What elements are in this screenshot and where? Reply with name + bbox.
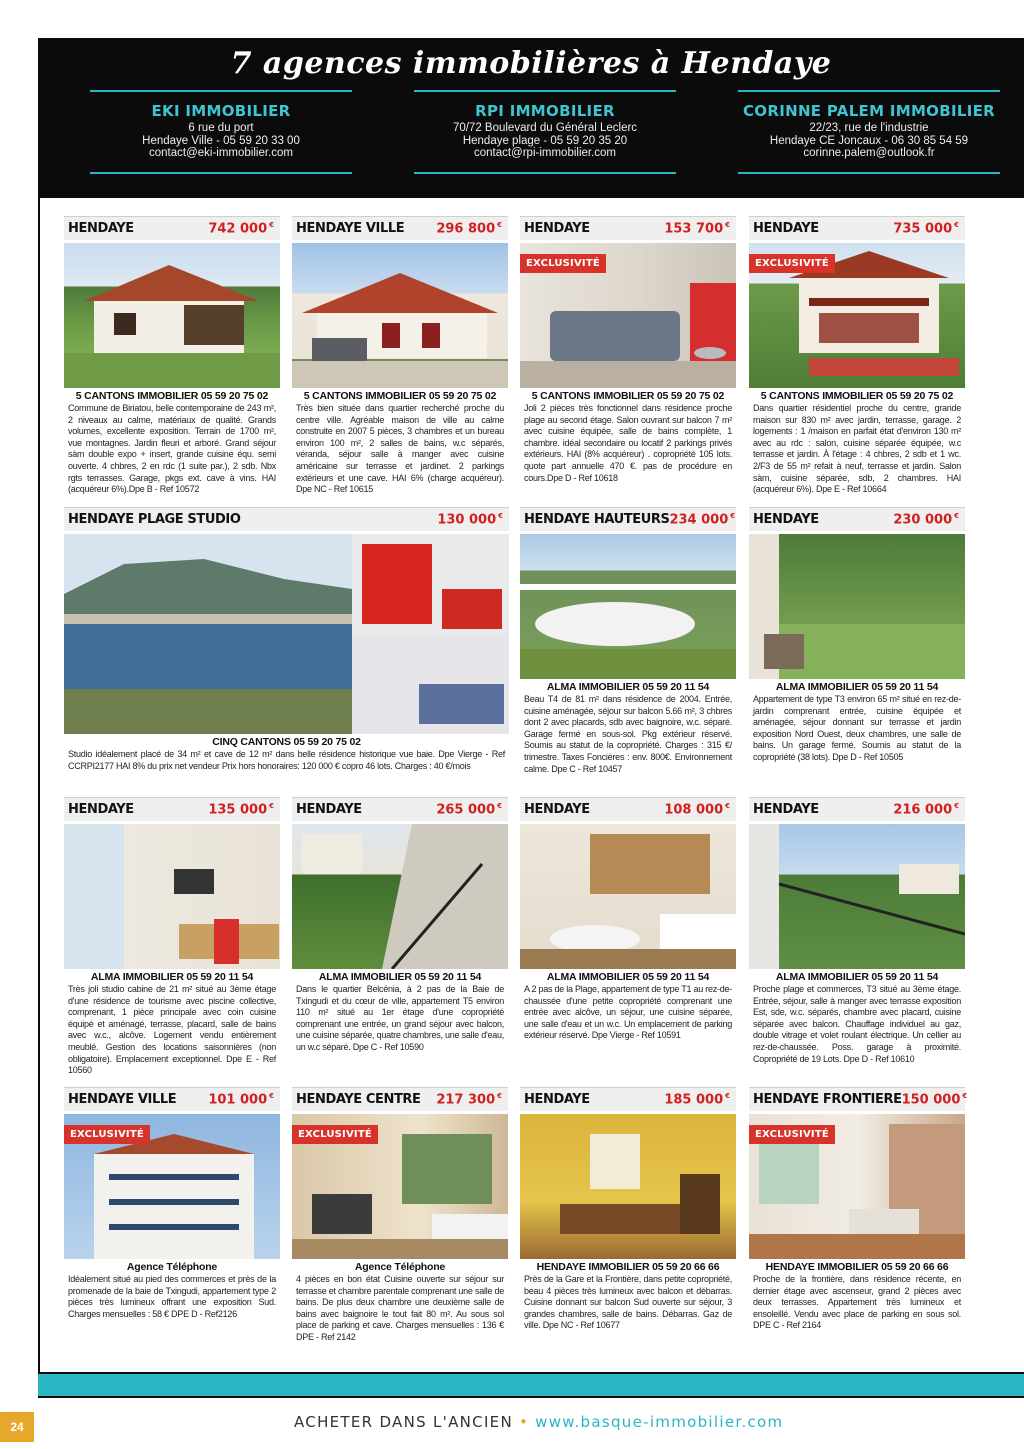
banner-title: 7 agences immobilières à Hendaye xyxy=(230,46,832,81)
listing-card[interactable] xyxy=(292,216,508,496)
listing-title: HENDAYE xyxy=(524,802,590,817)
exclusivity-badge: EXCLUSIVITÉ xyxy=(64,1125,150,1144)
listing-agency: 5 CANTONS IMMOBILIER 05 59 20 75 02 xyxy=(531,390,725,402)
listing-description: Très bien située dans quartier recherché proche du centre ville. Agréable maison de ville au calme construite en 2007 5 pièces, 3 chambres et un bureau environ 100 m², 2 salles de bains, w.c séparés, véranda, séjour salle à manger avec cuisine américaine sur terrasse et jardinet. 2 parkings extérieurs et une cave. HAI 6% (charge acquéreur). Dpe NC - Ref 10615 xyxy=(296,403,504,495)
listing-title: HENDAYE PLAGE STUDIO xyxy=(68,512,241,527)
divider xyxy=(90,90,352,92)
listing-header xyxy=(64,507,509,531)
listing-photo[interactable] xyxy=(292,243,508,388)
listing-price: 150 000 € xyxy=(901,1091,968,1108)
listing-agency: ALMA IMMOBILIER 05 59 20 11 54 xyxy=(318,971,482,983)
listing-card[interactable] xyxy=(64,797,280,1077)
listing-description: Dans quartier résidentiel proche du centre, grande maison sur 830 m² avec jardin, terrasse, garage. 2 logements : 1 /maison en parfait état d'environ 130 m² avec au rdc : salon, cuisine séparée équipée, w.c terrasse et jardin. À l'étage : 4 chbres, 2 sdb et 1 wc. 2/F3 de 55 m² refait à neuf, terrasse et jardin. Salon sàm, cuisine séparée, sdb, 2 chambres. HAI (acquéreur 6%). Dpe E - Ref 10664 xyxy=(753,403,961,495)
listing-photo[interactable] xyxy=(749,824,965,969)
page-number: 24 xyxy=(0,1412,34,1442)
listing-photo[interactable] xyxy=(520,824,736,969)
listing-card[interactable] xyxy=(292,1087,508,1344)
listing-agency: HENDAYE IMMOBILIER 05 59 20 66 66 xyxy=(765,1261,949,1273)
divider xyxy=(90,172,352,174)
listing-agency: 5 CANTONS IMMOBILIER 05 59 20 75 02 xyxy=(760,390,954,402)
listing-header xyxy=(64,216,280,240)
listing-photo[interactable] xyxy=(64,824,280,969)
listing-description: Idéalement situé au pied des commerces et près de la promenade de la baie de Txingudi, appartement type 2 pièces très lumineux offrant une exposition Sud. Charges mensuelles : 58 € DPE D - Ref2126 xyxy=(68,1274,276,1319)
footer-tagline xyxy=(294,1413,783,1431)
divider xyxy=(414,90,676,92)
listing-description: Près de la Gare et la Frontière, dans petite copropriété, beau 4 pièces très lumineux avec balcon et débarras. Cuisine donnant sur balcon Sud ouverte sur séjour, 3 grandes chambres, salle de bains. Débarras. Gaz de ville. Dpe NC - Ref 10677 xyxy=(524,1274,732,1331)
listing-photo[interactable] xyxy=(520,1114,736,1259)
agency-address: 70/72 Boulevard du Général Leclerc xyxy=(452,122,638,134)
listing-description: A 2 pas de la Plage, appartement de type T1 au rez-de-chaussée d'une petite copropriété comprenant une entrée avec alcôve, un séjour, une cuisine séparée, une salle d'eau et un w.c. Un emplacement de parking extérieur réservé. Dpe Vierge - Ref 10591 xyxy=(524,984,732,1041)
listing-header xyxy=(749,1087,968,1111)
listing-description: Dans le quartier Belcénia, à 2 pas de la Baie de Txingudi et du cœur de ville, appartement T5 environ 110 m² situé au 1er étage d'une copropriété comprenant une entrée, un grand séjour avec balcon, une cuisine séparée, quatre chambres, une salle d'eau, un w.c séparé. Dpe C - Ref 10590 xyxy=(296,984,504,1052)
bay-view-photo-icon xyxy=(64,534,509,734)
listing-card-wide[interactable] xyxy=(64,507,509,772)
listing-agency: HENDAYE IMMOBILIER 05 59 20 66 66 xyxy=(536,1261,720,1273)
listing-description: Joli 2 pièces très fonctionnel dans résidence proche plage au second étage. Salon ouvrant sur balcon 7 m² avec cuisine équipée, salle de bains complète, 1 chambre. idéal secondaire ou locatif 2 parkings privés extérieurs. HAI (8% acquéreur) . copropriété 105 lots. quote part annuelle 470 €. pas de procédure en cours.Dpe D - Ref 10618 xyxy=(524,403,732,483)
listing-header xyxy=(292,1087,508,1111)
listing-card[interactable] xyxy=(520,216,736,484)
listing-title: HENDAYE HAUTEURS xyxy=(524,512,670,527)
listing-description: Proche de la frontière, dans résidence récente, en dernier étage avec ascenseur, grand 2 pièces avec deux terrasses. Appartement très lumineux et ensoleillé. Vendu avec place de parking en sous sol. DPE C - Ref 2164 xyxy=(753,1274,961,1331)
listing-title: HENDAYE xyxy=(753,512,819,527)
agency-eki xyxy=(90,90,352,174)
listing-description: 4 pièces en bon état Cuisine ouverte sur séjour sur terrasse et chambre parentale comprenant une salle de bains. De plus deux chambre une deuxième salle de bains avec baignoire le tout fait 80 m². Au sous sol place de parking et cave. Charges mensuelles : 136 € DPE - Ref 2142 xyxy=(296,1274,504,1342)
listing-price: 735 000 € xyxy=(893,220,959,237)
listing-price: 153 700 € xyxy=(664,220,730,237)
listing-price: 265 000 € xyxy=(436,801,502,818)
listing-price: 130 000 € xyxy=(437,511,503,528)
listing-header xyxy=(520,797,736,821)
terrace-photo-icon xyxy=(520,534,736,679)
footer-section: ACHETER DANS L'ANCIEN xyxy=(294,1413,513,1431)
listing-price: 234 000 € xyxy=(669,511,736,528)
listing-description: Très joli studio cabine de 21 m² situé au 3ème étage d'une résidence de tourisme avec piscine collective, comprenant, 1 pièce principale avec coin cuisine équipé et aménagé, terrasse, placard, salle de bains avec w.c., alcôve. Logement vendu entièrement meublé. Gestion des locations saisonnières (non obligatoire). Emplacement exceptionnel. Dpe E - Ref 10560 xyxy=(68,984,276,1076)
listing-title: HENDAYE xyxy=(524,221,590,236)
listing-title: HENDAYE FRONTIERE xyxy=(753,1092,902,1107)
listing-header xyxy=(292,216,508,240)
agency-address: 22/23, rue de l'industrie xyxy=(809,122,929,134)
listing-price: 185 000 € xyxy=(664,1091,730,1108)
listing-header xyxy=(749,797,965,821)
balcony-photo-icon xyxy=(292,824,508,969)
listing-card[interactable] xyxy=(749,507,965,764)
listing-header xyxy=(520,507,736,531)
house-photo-icon xyxy=(64,243,280,388)
listing-card[interactable] xyxy=(64,216,280,496)
exclusivity-badge: EXCLUSIVITÉ xyxy=(749,254,835,273)
agency-name: CORINNE PALEM IMMOBILIER xyxy=(743,102,995,120)
listing-price: 742 000 € xyxy=(208,220,274,237)
listing-photo[interactable] xyxy=(292,824,508,969)
listing-header xyxy=(292,797,508,821)
listing-photo[interactable] xyxy=(520,534,736,679)
listing-title: HENDAYE VILLE xyxy=(296,221,405,236)
listing-price: 230 000 € xyxy=(893,511,959,528)
listing-price: 216 000 € xyxy=(893,801,959,818)
listing-card[interactable] xyxy=(749,216,965,496)
agency-rpi xyxy=(414,90,676,174)
page-border xyxy=(38,198,40,1396)
exclusivity-badge: EXCLUSIVITÉ xyxy=(520,254,606,273)
listing-photo[interactable] xyxy=(292,1114,508,1259)
listing-agency: Agence Téléphone xyxy=(126,1261,218,1273)
listing-card[interactable] xyxy=(520,507,736,775)
listing-title: HENDAYE xyxy=(68,802,134,817)
agency-phone: Hendaye CE Joncaux - 06 30 85 54 59 xyxy=(769,134,969,147)
listing-photo[interactable] xyxy=(64,534,509,734)
listing-photo[interactable] xyxy=(749,534,965,679)
listing-photo[interactable] xyxy=(749,1114,965,1259)
listing-title: HENDAYE xyxy=(753,221,819,236)
listing-price: 108 000 € xyxy=(664,801,730,818)
studio-photo-icon xyxy=(64,824,280,969)
listing-title: HENDAYE VILLE xyxy=(68,1092,177,1107)
listing-agency: ALMA IMMOBILIER 05 59 20 11 54 xyxy=(775,971,939,983)
agency-phone: Hendaye Ville - 05 59 20 33 00 xyxy=(142,134,300,147)
listing-title: HENDAYE xyxy=(753,802,819,817)
listing-agency: ALMA IMMOBILIER 05 59 20 11 54 xyxy=(546,971,710,983)
listing-title: HENDAYE xyxy=(524,1092,590,1107)
listing-agency: Agence Téléphone xyxy=(354,1261,446,1273)
listing-card[interactable] xyxy=(292,797,508,1054)
divider xyxy=(414,172,676,174)
listing-description: Beau T4 de 81 m² dans résidence de 2004. Entrée, cuisine aménagée, séjour sur balcon 5.66 m², 3 chbres dont 2 avec placards, sdb avec baignoire, w.c. séparé. Garage fermé en sous-sol. Pkg extérieur réservé. Soumis au statut de la copropriété. Charges : 315 €/ trimestre. Taxes Foncières : env. 800€. Environnement calme. Dpe C - Ref 10457 xyxy=(524,694,732,774)
divider xyxy=(738,90,1000,92)
agency-email: contact@rpi-immobilier.com xyxy=(473,147,617,159)
listing-description: Studio idéalement placé de 34 m² et cave de 12 m² dans belle résidence historique vue baie. Dpe Vierge - Ref CCRPI2177 HAI 8% du prix net vendeur Prix hors honoraires: 120 000 € copro 46 lots. Charges : 40 €/mois xyxy=(68,749,505,771)
listing-header xyxy=(64,1087,280,1111)
listing-title: HENDAYE xyxy=(68,221,134,236)
listing-card[interactable] xyxy=(64,1087,280,1320)
listing-card[interactable] xyxy=(520,797,736,1042)
listing-agency: 5 CANTONS IMMOBILIER 05 59 20 75 02 xyxy=(303,390,497,402)
agency-email: corinne.palem@outlook.fr xyxy=(803,147,935,159)
listing-title: HENDAYE xyxy=(296,802,362,817)
agency-name: RPI IMMOBILIER xyxy=(475,102,615,120)
bedroom-photo-icon xyxy=(520,824,736,969)
listing-agency: ALMA IMMOBILIER 05 59 20 11 54 xyxy=(546,681,710,693)
listing-photo[interactable] xyxy=(64,243,280,388)
listing-price: 296 800 € xyxy=(436,220,502,237)
listing-agency: ALMA IMMOBILIER 05 59 20 11 54 xyxy=(90,971,254,983)
listing-header xyxy=(749,507,965,531)
divider xyxy=(738,172,1000,174)
footer-url[interactable]: www.basque-immobilier.com xyxy=(535,1413,784,1431)
agency-phone: Hendaye plage - 05 59 20 35 20 xyxy=(462,134,628,147)
listing-agency: CINQ CANTONS 05 59 20 75 02 xyxy=(212,736,361,748)
listing-card[interactable] xyxy=(749,797,965,1065)
listing-header xyxy=(520,216,736,240)
house-photo-icon xyxy=(292,243,508,388)
agency-name: EKI IMMOBILIER xyxy=(151,102,291,120)
agencies-banner xyxy=(38,38,1024,198)
garden-photo-icon xyxy=(749,534,965,679)
balcony-view-photo-icon xyxy=(749,824,965,969)
listing-header xyxy=(749,216,965,240)
listing-header xyxy=(520,1087,736,1111)
listing-description: Commune de Biriatou, belle contemporaine de 243 m², 2 niveaux au calme, matériaux de qualité. Grands volumes, excellente exposition. Terrain de 1700 m², vue montagnes. Jardin fleuri et arboré. Grand séjour sàm double expo + insert, grande cuisine équ. semi ouverte. 4 chbres, 2 en rdc (1 suite par.), 2 sdb. Nbx rgts terrasses. Garage, pkgs ext. cave à vins. HAI (acquéreur 6%).Dpe B - Ref 10572 xyxy=(68,403,276,495)
listing-price: 135 000 € xyxy=(208,801,274,818)
listing-title: HENDAYE CENTRE xyxy=(296,1092,421,1107)
listing-agency: ALMA IMMOBILIER 05 59 20 11 54 xyxy=(775,681,939,693)
dining-room-photo-icon xyxy=(520,1114,736,1259)
listing-description: Appartement de type T3 environ 65 m² situé en rez-de-jardin comprenant entrée, cuisine équipée et aménagée, séjour donnant sur terrasse et jardin exposition Nord Ouest, deux chambres, une salle de bains. Un garage fermé. Soumis au statut de la copropriété (38 lots). Dpe D - Ref 10505 xyxy=(753,694,961,762)
listing-description: Proche plage et commerces, T3 situé au 3ème étage. Entrée, séjour, salle à manger avec terrasse exposition Est, sde, w.c. séparés, chambre avec placard, cuisine séparée avec balcon. Chauffage individuel au gaz, double vitrage et volet roulant électrique. Un cellier au rez-de-chaussée. Poss. garage à proximité. Copropriété de 19 Lots. Dpe D - Ref 10610 xyxy=(753,984,961,1064)
listing-photo[interactable] xyxy=(520,243,736,388)
listing-header xyxy=(64,797,280,821)
bottom-accent-bar xyxy=(38,1372,1024,1398)
agency-corinne-palem xyxy=(738,90,1000,174)
exclusivity-badge: EXCLUSIVITÉ xyxy=(749,1125,835,1144)
listing-price: 101 000 € xyxy=(208,1091,274,1108)
listing-card[interactable] xyxy=(520,1087,736,1332)
listing-photo[interactable] xyxy=(749,243,965,388)
listing-price: 217 300 € xyxy=(436,1091,502,1108)
agency-address: 6 rue du port xyxy=(188,122,254,134)
listing-photo[interactable] xyxy=(64,1114,280,1259)
listing-card[interactable] xyxy=(749,1087,968,1332)
exclusivity-badge: EXCLUSIVITÉ xyxy=(292,1125,378,1144)
footer-separator: • xyxy=(518,1413,530,1431)
listing-agency: 5 CANTONS IMMOBILIER 05 59 20 75 02 xyxy=(75,390,269,402)
agency-email: contact@eki-immobilier.com xyxy=(149,147,293,159)
